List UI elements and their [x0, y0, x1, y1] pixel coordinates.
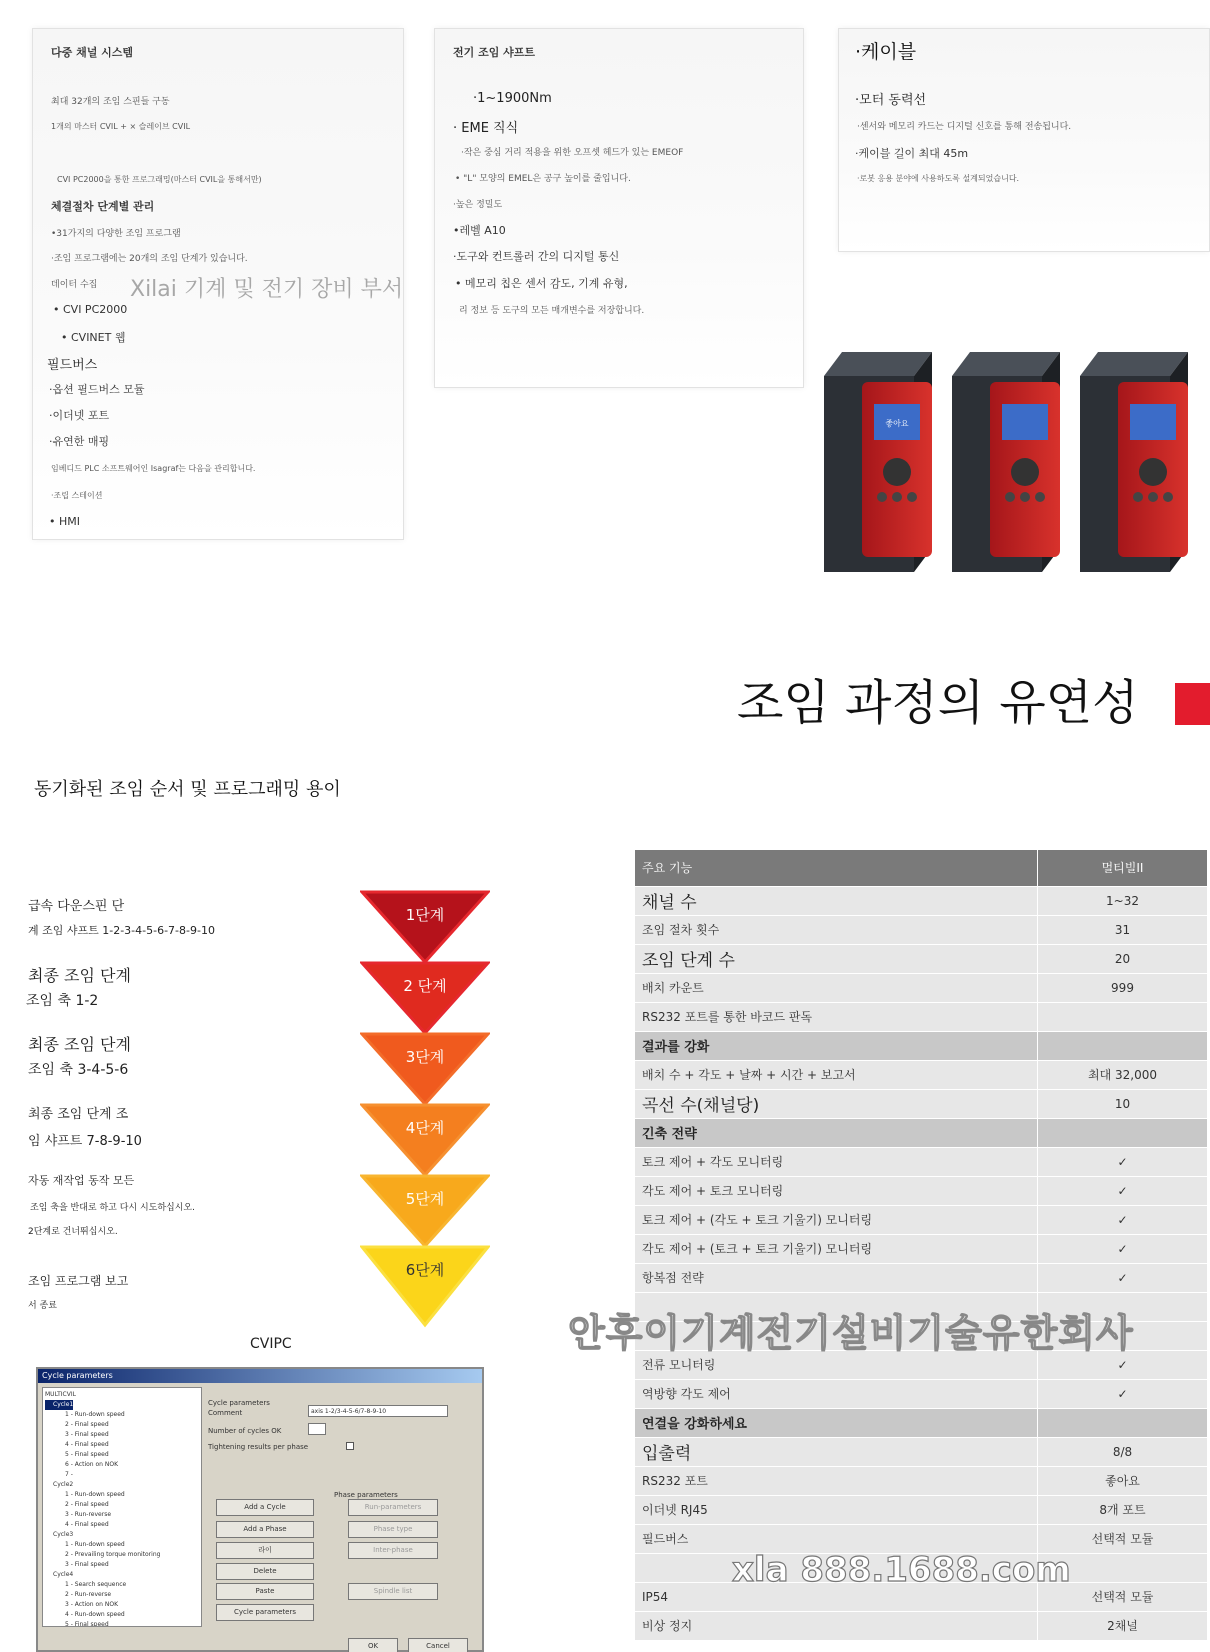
card-line: ·옵션 필드버스 모듈	[49, 383, 145, 396]
card-line: ·조임 프로그램에는 20개의 조임 단계가 있습니다.	[51, 254, 248, 264]
value-cell	[1038, 1002, 1208, 1031]
step-label: 최종 조임 단계	[28, 966, 131, 985]
svg-text:1단계: 1단계	[405, 906, 445, 924]
tree-item[interactable]: 5 - Final speed	[65, 1451, 109, 1458]
dialog-titlebar: Cycle parameters	[38, 1369, 482, 1383]
feature-cell: 조임 단계 수	[635, 944, 1038, 973]
table-row	[635, 1205, 1208, 1234]
feature-cell: 채널 수	[635, 886, 1038, 915]
step-label: 임 샤프트 7-8-9-10	[28, 1134, 142, 1149]
add-phase-button[interactable]: Add a Phase	[216, 1521, 314, 1538]
card-line: ·로봇 응용 분야에 사용하도록 설계되었습니다.	[857, 174, 1020, 183]
value-cell: 31	[1038, 915, 1208, 944]
step-label: 최종 조임 단계	[28, 1035, 131, 1054]
tree-item[interactable]: 7 -	[65, 1471, 73, 1478]
step-label: 서 종료	[28, 1301, 57, 1311]
paste-button[interactable]: Paste	[216, 1583, 314, 1600]
ok-button[interactable]: OK	[348, 1638, 398, 1652]
tree-item[interactable]: 2 - Final speed	[65, 1421, 109, 1428]
step-label: 급속 다운스핀 단	[28, 899, 125, 914]
step-label: 2단계로 건너뛰십시오.	[28, 1227, 118, 1237]
table-header-feature: 주요 기능	[635, 850, 1038, 886]
controller-units-image	[822, 352, 1210, 582]
card-line: 1개의 마스터 CVIL + × 슬레이브 CVIL	[51, 122, 191, 131]
comment-field[interactable]: axis 1-2/3-4-5-6/7-8-9-10	[308, 1405, 448, 1417]
table-row	[635, 915, 1208, 944]
cycle-parameters-panel	[208, 1387, 478, 1650]
watermark: 안후이기계전기설비기술유한회사	[568, 1311, 1134, 1355]
cycles-ok-field[interactable]	[308, 1423, 326, 1435]
value-cell: ✓	[1038, 1379, 1208, 1408]
tightening-checkbox[interactable]	[346, 1442, 354, 1450]
feature-cell: 곡선 수(채널당)	[635, 1089, 1038, 1118]
tree-item[interactable]: 4 - Run-down speed	[65, 1611, 125, 1618]
cancel-button[interactable]: Cancel	[408, 1638, 468, 1652]
cycle-parameters-dialog	[36, 1367, 484, 1652]
tree-item[interactable]: 1 - Run-down speed	[65, 1541, 125, 1548]
card-title: 전기 조임 샤프트	[453, 46, 536, 59]
card-line: 데이터 수집	[51, 280, 98, 290]
card-line: 필드버스	[47, 358, 98, 373]
value-cell: 8/8	[1038, 1437, 1208, 1466]
tree-item[interactable]: MULTICVIL	[45, 1391, 76, 1398]
card-line: ·센서와 메모리 카드는 디지털 신호를 통해 전송됩니다.	[857, 122, 1072, 132]
value-cell: ✓	[1038, 1205, 1208, 1234]
spec-table	[635, 850, 1208, 1641]
value-cell	[1038, 1031, 1208, 1060]
table-row	[635, 886, 1208, 915]
stage-3-arrow	[362, 1034, 488, 1104]
feature-cell: 항복점 전략	[635, 1263, 1038, 1292]
table-row	[635, 944, 1208, 973]
table-section-row	[635, 1408, 1208, 1437]
feature-cell: 각도 제어 + 토크 모니터링	[635, 1176, 1038, 1205]
tree-item[interactable]: Cycle1	[45, 1400, 73, 1410]
card-line: • CVI PC2000	[53, 303, 128, 316]
table-header-row	[635, 850, 1208, 886]
feature-cell: 비상 정지	[635, 1611, 1038, 1640]
card-title: 다중 채널 시스템	[51, 46, 134, 59]
step-label: 조임 프로그램 보고	[28, 1274, 129, 1288]
step-label: 계 조임 샤프트 1-2-3-4-5-6-7-8-9-10	[28, 924, 215, 937]
table-row	[635, 1524, 1208, 1553]
value-cell: 선택적 모듈	[1038, 1524, 1208, 1553]
value-cell: 999	[1038, 973, 1208, 1002]
table-section-row	[635, 1118, 1208, 1147]
card-line: ·모터 동력선	[855, 93, 927, 108]
tightening-label: Tightening results per phase	[208, 1443, 309, 1451]
value-cell: ✓	[1038, 1234, 1208, 1263]
stage-4-arrow	[362, 1105, 488, 1175]
table-header-model: 멀티빌II	[1038, 850, 1208, 886]
tree-item[interactable]: 6 - Action on NOK	[65, 1461, 119, 1468]
feature-cell: IP54	[635, 1582, 1038, 1611]
stage-5-arrow	[362, 1176, 488, 1246]
value-cell	[1038, 1408, 1208, 1437]
value-cell: 선택적 모듈	[1038, 1582, 1208, 1611]
tree-item[interactable]: Cycle3	[53, 1531, 74, 1538]
table-row	[635, 1466, 1208, 1495]
value-cell	[1038, 1118, 1208, 1147]
table-row	[635, 1147, 1208, 1176]
card-line: •레벨 A10	[453, 224, 506, 237]
svg-text:6단계: 6단계	[405, 1261, 445, 1279]
cycles-ok-label: Number of cycles OK	[208, 1427, 282, 1435]
feature-cell: 결과를 강화	[635, 1031, 1038, 1060]
spindle-list-button[interactable]: Spindle list	[348, 1583, 438, 1600]
card-line: • "L" 모양의 EMEL은 공구 높이를 줄입니다.	[455, 174, 631, 184]
value-cell: 8개 포트	[1038, 1495, 1208, 1524]
card-line: ·케이블 길이 최대 45m	[855, 147, 969, 160]
card-cable	[838, 28, 1210, 252]
table-row	[635, 1437, 1208, 1466]
value-cell: 20	[1038, 944, 1208, 973]
card-line: ·유연한 매핑	[49, 435, 110, 448]
card-line: 임베디드 PLC 소프트웨어인 Isagraf는 다음을 관리합니다.	[51, 464, 256, 473]
section-subtitle: 동기화된 조임 순서 및 프로그래밍 용이	[34, 779, 341, 800]
card-line: 체결절차 단계별 관리	[51, 200, 155, 213]
controller-unit	[1080, 352, 1188, 572]
panel-heading: Cycle parameters	[208, 1399, 270, 1407]
table-row	[635, 1002, 1208, 1031]
tree-item[interactable]: 5 - Final speed	[65, 1621, 109, 1627]
card-line: ·작은 중심 거리 적용을 위한 오프셋 헤드가 있는 EMEOF	[461, 148, 684, 158]
tree-item[interactable]: Cycle2	[53, 1481, 74, 1488]
card-line: ·1~1900Nm	[473, 91, 552, 106]
tree-item[interactable]: 2 - Prevailing torque monitoring	[65, 1551, 161, 1558]
svg-text:좋아요: 좋아요	[885, 419, 909, 428]
feature-cell: 긴축 전략	[635, 1118, 1038, 1147]
table-row	[635, 1611, 1208, 1640]
step-label: 조임 축을 반대로 하고 다시 시도하십시오.	[30, 1203, 195, 1213]
feature-cell: RS232 포트를 통한 바코드 판독	[635, 1002, 1038, 1031]
watermark: xla 888.1688.com	[732, 1550, 1071, 1590]
stage-6-arrow	[362, 1247, 488, 1325]
step-label: 자동 재작업 동작 모든	[28, 1174, 135, 1187]
table-row	[635, 1089, 1208, 1118]
table-row	[635, 1495, 1208, 1524]
tree-item[interactable]: 3 - Run-reverse	[65, 1511, 112, 1518]
value-cell: 1~32	[1038, 886, 1208, 915]
feature-cell: 필드버스	[635, 1524, 1038, 1553]
phase-type-button[interactable]: Phase type	[348, 1521, 438, 1538]
step-label: 최종 조임 단계 조	[28, 1107, 129, 1122]
stage-funnel	[360, 890, 490, 1330]
card-line: · EME 직식	[453, 121, 519, 136]
value-cell: ✓	[1038, 1147, 1208, 1176]
section-title: 조임 과정의 유연성	[737, 675, 1139, 731]
svg-text:4단계: 4단계	[405, 1119, 445, 1137]
feature-cell: 이더넷 RJ45	[635, 1495, 1038, 1524]
value-cell: ✓	[1038, 1263, 1208, 1292]
run-parameters-button[interactable]: Run-parameters	[348, 1499, 438, 1516]
tree-item[interactable]: Cycle4	[53, 1571, 74, 1578]
card-title: ·케이블	[855, 41, 917, 63]
table-row	[635, 1263, 1208, 1292]
tree-item[interactable]: 2 - Run-reverse	[65, 1591, 112, 1598]
card-line: • HMI	[49, 515, 80, 528]
tree-item[interactable]: 4 - Final speed	[65, 1521, 109, 1528]
watermark: Xilai 기계 및 전기 장비 부서	[130, 277, 404, 302]
feature-cell: 각도 제어 + (토크 + 토크 기울기) 모니터링	[635, 1234, 1038, 1263]
stage-1-arrow	[362, 892, 488, 962]
inter-phase-button[interactable]: Inter-phase	[348, 1542, 438, 1559]
card-line: ·이더넷 포트	[49, 409, 110, 422]
copy-button[interactable]: 라이	[216, 1542, 314, 1559]
value-cell: ✓	[1038, 1350, 1208, 1379]
tree-item[interactable]: 2 - Final speed	[65, 1501, 109, 1508]
feature-cell: 배치 카운트	[635, 973, 1038, 1002]
comment-label: Comment	[208, 1409, 243, 1417]
tree-item[interactable]: 1 - Run-down speed	[65, 1491, 125, 1498]
step-label: 조임 축 3-4-5-6	[28, 1062, 129, 1078]
feature-cell: 입출력	[635, 1437, 1038, 1466]
cycle-parameters-button[interactable]: Cycle parameters	[216, 1604, 314, 1621]
svg-text:5단계: 5단계	[405, 1190, 445, 1208]
controller-unit	[952, 352, 1060, 572]
card-line: • 메모리 칩은 센서 감도, 기계 유형,	[455, 277, 628, 290]
feature-cell: 토크 제어 + (각도 + 토크 기울기) 모니터링	[635, 1205, 1038, 1234]
table-row	[635, 1176, 1208, 1205]
card-line: ·도구와 컨트롤러 간의 디지털 통신	[453, 250, 620, 263]
feature-cell: 연결을 강화하세요	[635, 1408, 1038, 1437]
svg-text:2 단계: 2 단계	[403, 977, 447, 995]
controller-unit	[824, 352, 932, 572]
card-line: • CVINET 웹	[61, 331, 126, 344]
card-line: CVI PC2000을 통한 프로그래밍(마스터 CVIL을 통해서만)	[57, 175, 262, 184]
phase-params-heading: Phase parameters	[334, 1491, 398, 1499]
tree-item[interactable]: 1 - Run-down speed	[65, 1411, 125, 1418]
delete-button[interactable]: Delete	[216, 1563, 314, 1580]
feature-cell: RS232 포트	[635, 1466, 1038, 1495]
tree-item[interactable]: 3 - Final speed	[65, 1431, 109, 1438]
value-cell: ✓	[1038, 1176, 1208, 1205]
stage-2-arrow	[362, 963, 488, 1033]
feature-cell: 조임 절차 횟수	[635, 915, 1038, 944]
table-row	[635, 1379, 1208, 1408]
cvipc-label: CVIPC	[250, 1336, 292, 1352]
card-electric-shaft	[434, 28, 804, 388]
cycle-tree[interactable]	[42, 1387, 202, 1627]
tree-item[interactable]: 3 - Action on NOK	[65, 1601, 119, 1608]
feature-cell: 역방향 각도 제어	[635, 1379, 1038, 1408]
tree-item[interactable]: 1 - Search sequence	[65, 1581, 127, 1588]
feature-cell: 토크 제어 + 각도 모니터링	[635, 1147, 1038, 1176]
accent-bar	[1175, 683, 1210, 725]
card-line: 리 정보 등 도구의 모든 매개변수를 저장합니다.	[459, 306, 645, 316]
value-cell: 10	[1038, 1089, 1208, 1118]
card-line: ·높은 정밀도	[453, 200, 503, 210]
tree-item[interactable]: 3 - Final speed	[65, 1561, 109, 1568]
table-section-row	[635, 1031, 1208, 1060]
value-cell: 좋아요	[1038, 1466, 1208, 1495]
step-label: 조임 축 1-2	[26, 993, 99, 1009]
table-row	[635, 1060, 1208, 1089]
card-line: ·조립 스테이션	[51, 491, 103, 500]
card-line: 최대 32개의 조임 스핀들 구동	[51, 97, 170, 107]
card-line: •31가지의 다양한 조임 프로그램	[51, 229, 181, 239]
tree-item[interactable]: 4 - Final speed	[65, 1441, 109, 1448]
table-row	[635, 1234, 1208, 1263]
value-cell: 2채널	[1038, 1611, 1208, 1640]
add-cycle-button[interactable]: Add a Cycle	[216, 1499, 314, 1516]
feature-cell: 전류 모니터링	[635, 1350, 1038, 1379]
value-cell: 최대 32,000	[1038, 1060, 1208, 1089]
feature-cell: 배치 수 + 각도 + 날짜 + 시간 + 보고서	[635, 1060, 1038, 1089]
svg-text:3단계: 3단계	[405, 1048, 445, 1066]
table-row	[635, 973, 1208, 1002]
